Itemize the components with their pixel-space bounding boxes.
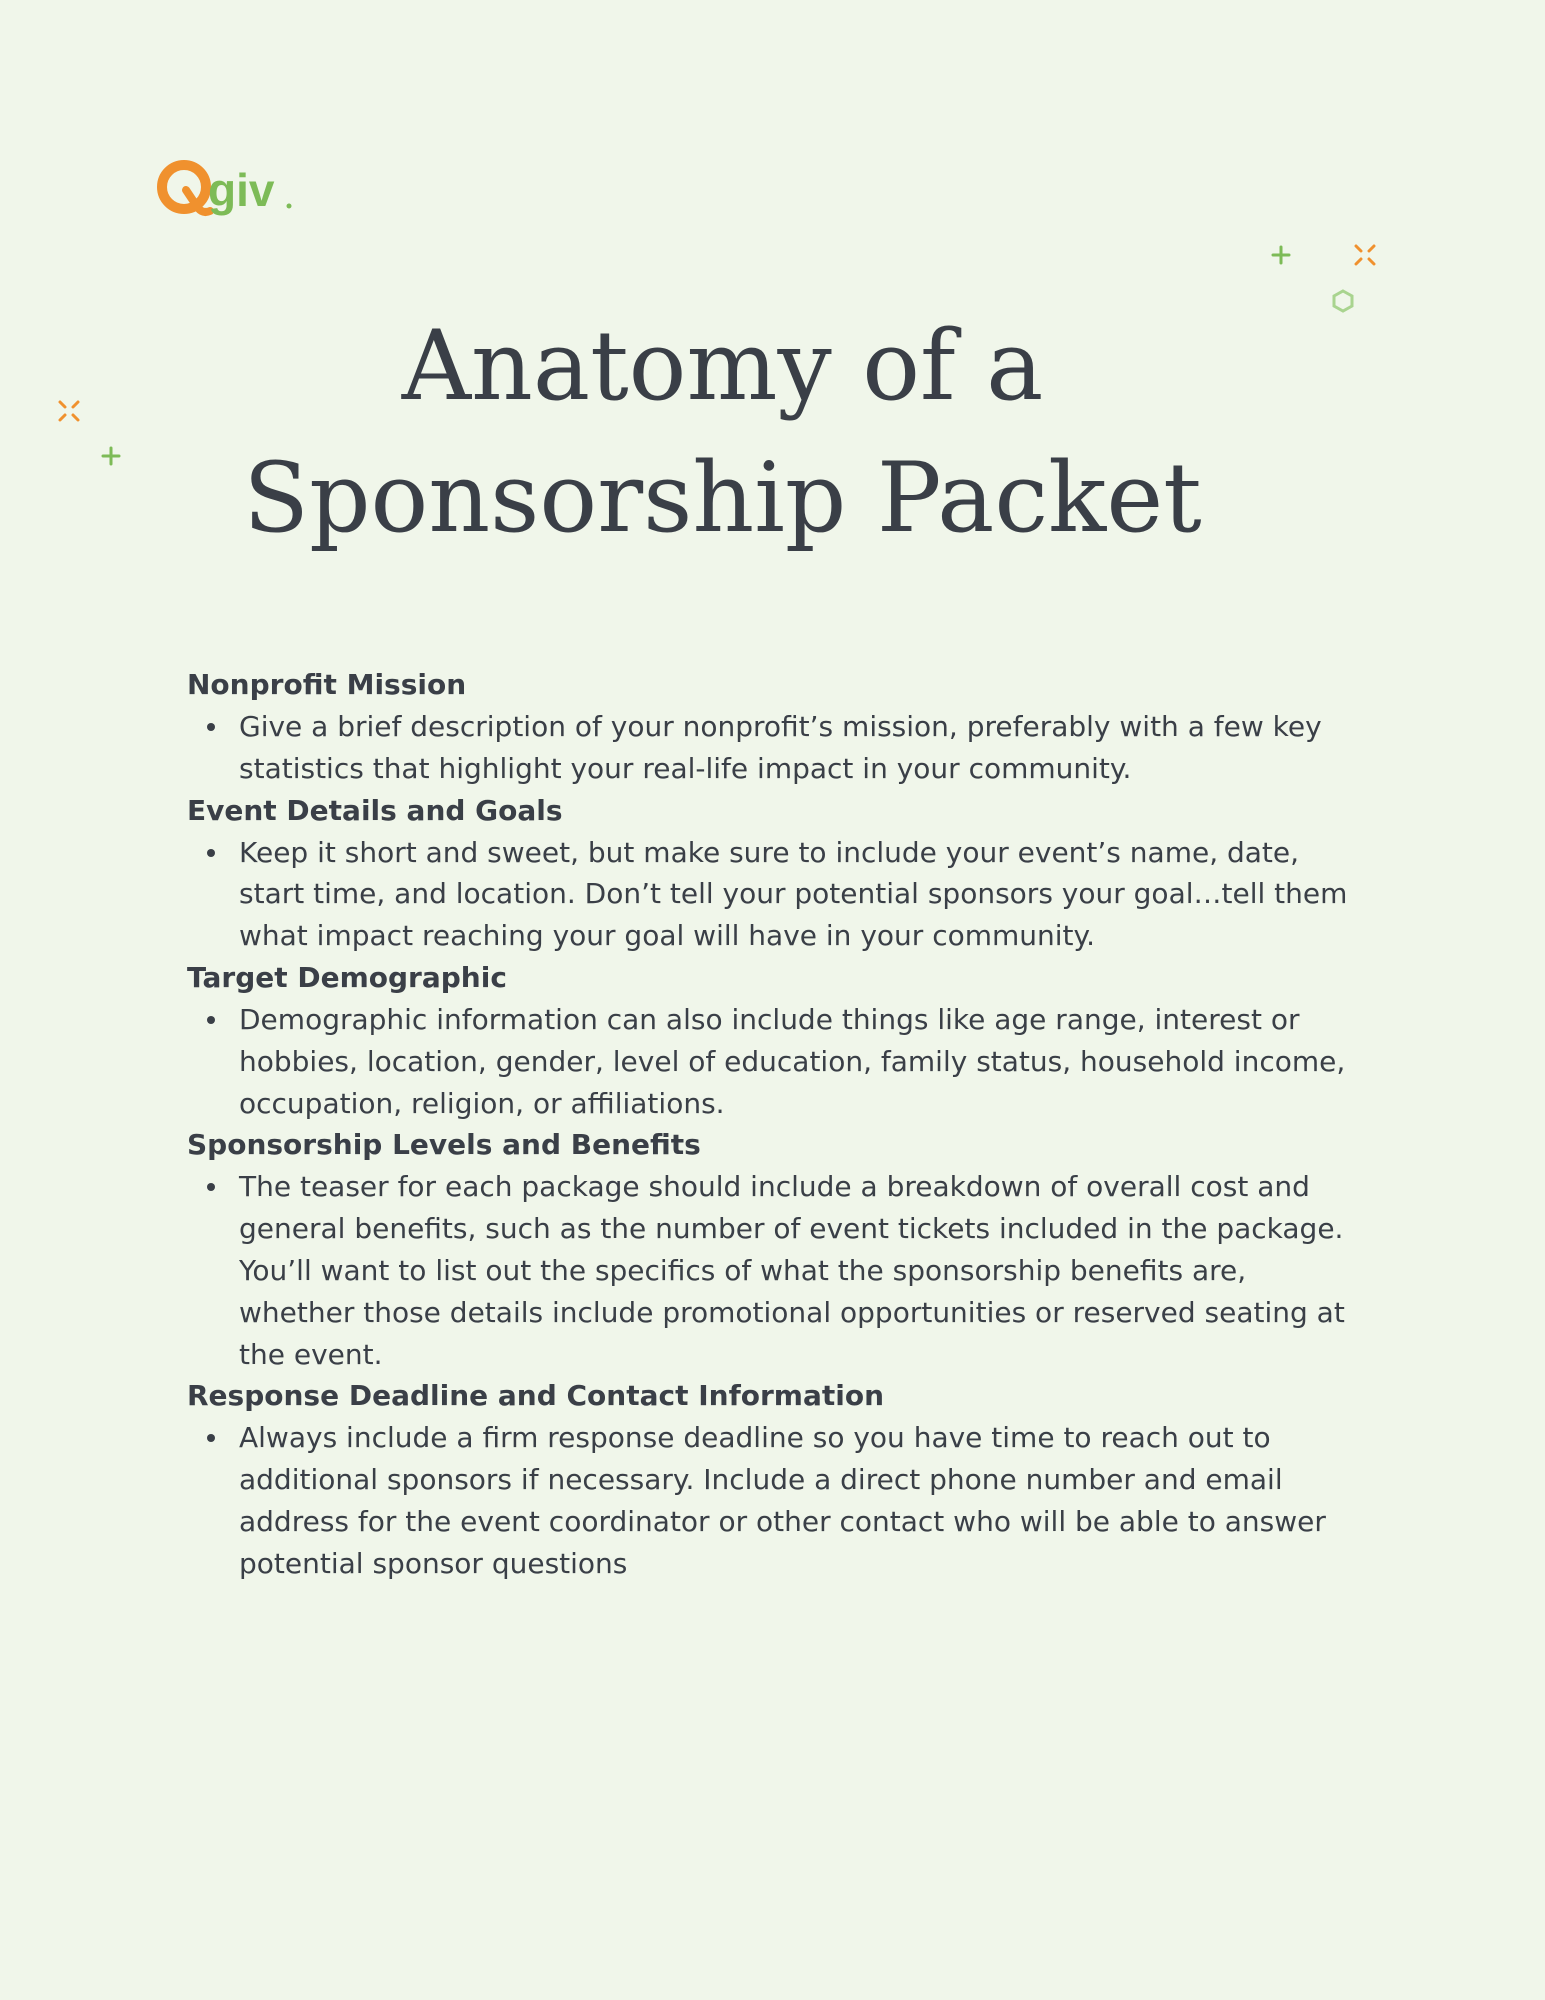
bullet-text: Keep it short and sweet, but make sure to include your event’s name, date, start time, and location. Don’t tell your potential sponsors your goal…tell them what impact reaching your goal will have in your community. — [239, 835, 1348, 953]
bullet-icon — [207, 723, 215, 731]
section-response-deadline — [187, 1375, 1367, 1584]
plus-icon — [1270, 244, 1292, 266]
content-body — [187, 664, 1367, 1585]
list-item — [187, 832, 1367, 957]
section-heading: Nonprofit Mission — [187, 668, 467, 701]
bullet-icon — [207, 1434, 215, 1442]
section-sponsorship-levels — [187, 1124, 1367, 1375]
page-title — [0, 300, 1445, 564]
qgiv-logo-mark — [156, 156, 296, 222]
bullet-icon — [207, 1183, 215, 1191]
section-heading: Response Deadline and Contact Information — [187, 1379, 885, 1413]
section-heading: Sponsorship Levels and Benefits — [187, 1128, 701, 1162]
bullet-list — [187, 832, 1367, 957]
section-event-details — [187, 790, 1367, 957]
svg-text:giv: giv — [208, 164, 275, 216]
qgiv-logo — [156, 156, 296, 222]
section-nonprofit-mission — [187, 664, 1367, 790]
bullet-list — [187, 706, 1367, 790]
bullet-list — [187, 1166, 1367, 1375]
bullet-icon — [207, 1016, 215, 1024]
title-line-1: Anatomy of a — [401, 310, 1044, 422]
bullet-text: Always include a firm response deadline so you have time to reach out to additional sponsors if necessary. Include a direct phone number and email address for the event coordinator or other contact who will be able to answer potential sponsor questions — [239, 1421, 1326, 1580]
section-heading: Target Demographic — [187, 960, 507, 994]
section-target-demographic — [187, 957, 1367, 1124]
bullet-text: Demographic information can also include things like age range, interest or hobbies, location, gender, level of education, family status, household income, occupation, religion, or affiliations. — [239, 1002, 1346, 1120]
list-item — [187, 1166, 1367, 1375]
title-line-2: Sponsorship Packet — [243, 442, 1202, 554]
bullet-list — [187, 1417, 1367, 1584]
bullet-icon — [207, 849, 215, 857]
bullet-text: Give a brief description of your nonprofit’s mission, preferably with a few key statistics that highlight your real-life impact in your community. — [239, 710, 1322, 785]
section-heading: Event Details and Goals — [187, 793, 563, 827]
sparkle-icon — [1352, 242, 1378, 268]
list-item — [187, 706, 1367, 790]
list-item — [187, 1417, 1367, 1584]
bullet-list — [187, 999, 1367, 1124]
bullet-text: The teaser for each package should include a breakdown of overall cost and general benefits, such as the number of event tickets included in the package. You’ll want to list out the specifics of what the sponsorship benefits are, whether those details include promotional opportunities or reserved seating at the event. — [239, 1170, 1345, 1371]
list-item — [187, 999, 1367, 1124]
